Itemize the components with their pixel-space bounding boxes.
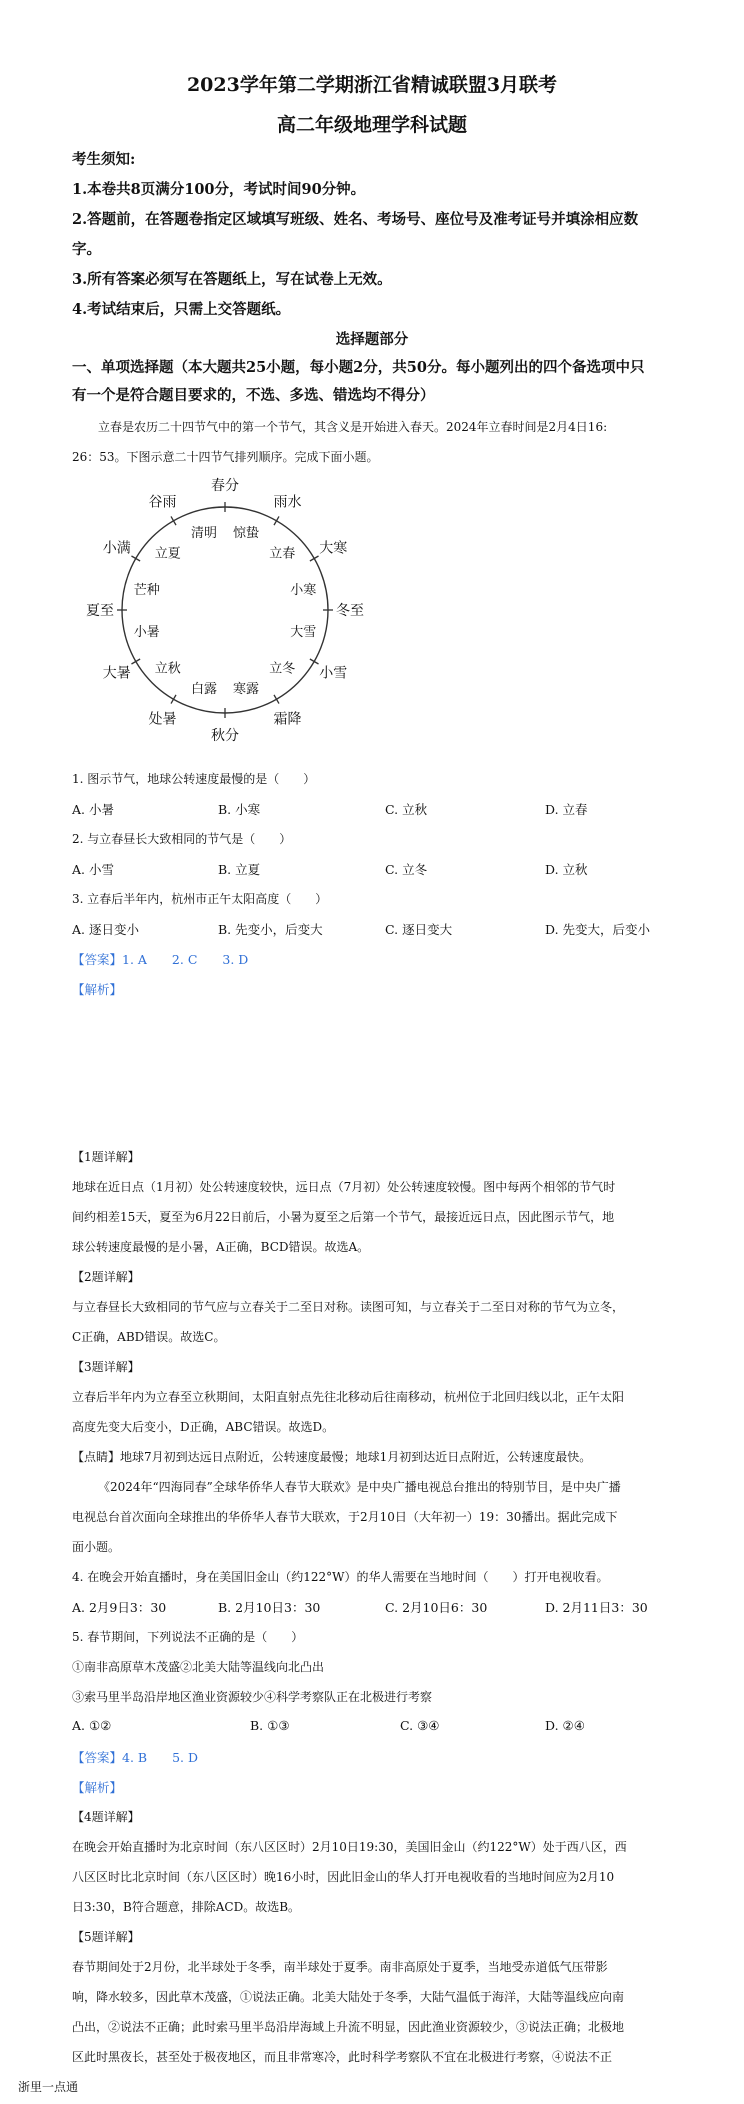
detail-q3-line1: 立春后半年内为立春至立秋期间，太阳直射点先往北移动后往南移动，杭州位于北回归线以北，正午太阳: [72, 1390, 625, 1404]
q2-option-a: A. 小雪: [72, 862, 114, 877]
q5-option-b: B. ①③: [250, 1718, 290, 1733]
q5-option-c: C. ③④: [400, 1718, 440, 1733]
q5-statements-1: ①南非高原草木茂盛②北美大陆等温线向北凸出: [72, 1660, 325, 1674]
part1-heading-line2: 有一个是符合题目要求的，不选、多选、错选均不得分）: [72, 387, 435, 404]
q1-stem: 1. 图示节气，地球公转速度最慢的是（ ）: [72, 772, 316, 786]
inner-term-label: 小寒: [290, 583, 317, 599]
q5-option-a: A. ①②: [72, 1718, 112, 1733]
analysis-label-2: 【解析】: [72, 1780, 123, 1795]
term-tick: [310, 556, 319, 561]
detail-q5-line3: 凸出，②说法不正确；此时索马里半岛沿岸海域上升流不明显，因此渔业资源较少，③说法正确；北极地: [72, 2020, 625, 2034]
q3-option-b: B. 先变小，后变大: [218, 922, 323, 937]
outer-term-label: 冬至: [336, 603, 364, 619]
term-tick: [274, 695, 279, 704]
outer-term-label: 大寒: [319, 540, 348, 557]
outer-term-label: 雨水: [273, 494, 302, 511]
q2-option-d: D. 立秋: [545, 862, 588, 877]
q5-stem: 5. 春节期间，下列说法不正确的是（ ）: [72, 1630, 304, 1644]
q2-stem: 2. 与立春昼长大致相同的节气是（ ）: [72, 832, 292, 846]
outer-term-label: 秋分: [211, 728, 239, 744]
outer-term-label: 夏至: [86, 603, 114, 619]
intro2-line1: 《2024年“四海同春”全球华侨华人春节大联欢》是中央广播电视总台推出的特别节目，是中央广播: [98, 1480, 621, 1494]
term-tick: [131, 659, 140, 664]
inner-term-label: 小暑: [133, 624, 160, 640]
detail-q5-line1: 春节期间处于2月份，北半球处于冬季，南半球处于夏季。南非高原处于夏季，当地受赤道低气压带影: [72, 1960, 608, 1974]
outer-term-label: 小雪: [319, 665, 348, 682]
q2-option-b: B. 立夏: [218, 862, 261, 877]
detail-q1-line1: 地球在近日点（1月初）处公转速度较快，远日点（7月初）处公转速度较慢。图中每两个相邻的节气时: [72, 1180, 616, 1194]
notice-item-2-cont: 字。: [72, 241, 101, 258]
q1-option-d: D. 立春: [545, 802, 588, 817]
analysis-label-1: 【解析】: [72, 982, 123, 997]
notice-item-3: 3.所有答案必须写在答题纸上，写在试卷上无效。: [72, 271, 392, 288]
q1-option-b: B. 小寒: [218, 802, 261, 817]
notice-item-4: 4.考试结束后，只需上交答题纸。: [72, 301, 291, 318]
detail-q1-title: 【1题详解】: [72, 1150, 140, 1164]
detail-q2-title: 【2题详解】: [72, 1270, 140, 1284]
inner-term-label: 芒种: [133, 583, 160, 599]
term-tick: [171, 516, 176, 525]
inner-term-label: 立秋: [154, 661, 181, 677]
q4-stem: 4. 在晚会开始直播时，身在美国旧金山（约122°W）的华人需要在当地时间（ ）打开电视收看。: [72, 1570, 609, 1584]
detail-q4-line1: 在晚会开始直播时为北京时间（东八区区时）2月10日19:30，美国旧金山（约122°W）处于西八区，西: [72, 1840, 627, 1854]
term-tick: [274, 516, 279, 525]
inner-term-label: 立冬: [269, 661, 296, 677]
section-title: 选择题部分: [335, 331, 409, 348]
inner-term-label: 大雪: [290, 624, 317, 640]
q5-statements-2: ③索马里半岛沿岸地区渔业资源较少④科学考察队正在北极进行考察: [72, 1690, 433, 1704]
outer-term-label: 小满: [102, 540, 131, 557]
q3-stem: 3. 立春后半年内，杭州市正午太阳高度（ ）: [72, 892, 328, 906]
inner-term-label: 寒露: [232, 682, 259, 698]
inner-term-label: 惊蛰: [232, 525, 259, 541]
q5-option-d: D. ②④: [545, 1718, 585, 1733]
detail-q3-title: 【3题详解】: [72, 1360, 140, 1374]
detail-q4-line3: 日3:30，B符合题意，排除ACD。故选B。: [72, 1900, 301, 1914]
detail-q5-line2: 响，降水较多，因此草木茂盛，①说法正确。北美大陆处于冬季，大陆气温低于海洋，大陆等温线应向南: [72, 1990, 625, 2004]
outer-term-label: 春分: [211, 478, 239, 494]
inner-term-labels: [134, 525, 316, 697]
solar-terms-diagram: [65, 465, 395, 765]
exam-title: 2023学年第二学期浙江省精诚联盟3月联考: [186, 74, 558, 96]
term-tick: [171, 695, 176, 704]
part1-heading-line1: 一、单项选择题（本大题共25小题，每小题2分，共50分。每小题列出的四个备选项中只: [72, 359, 645, 376]
outer-term-label: 大暑: [102, 665, 131, 682]
q4-option-d: D. 2月11日3：30: [545, 1600, 648, 1615]
q1-option-c: C. 立秋: [385, 802, 428, 817]
notice-heading: 考生须知:: [72, 151, 136, 168]
outer-term-labels: [86, 478, 364, 744]
detail-q5-line4: 区此时黑夜长，甚至处于极夜地区，而且非常寒冷，此时科学考察队不宜在北极进行考察，④说法不正: [72, 2050, 613, 2064]
outer-term-label: 处暑: [148, 711, 177, 728]
detail-q3-line2: 高度先变大后变小，D正确，ABC错误。故选D。: [72, 1420, 335, 1434]
term-tick: [131, 556, 140, 561]
detail-q4-line2: 八区区时比北京时间（东八区区时）晚16小时，因此旧金山的华人打开电视收看的当地时间应为2月10: [72, 1870, 615, 1884]
inner-term-label: 清明: [191, 525, 218, 541]
q2-option-c: C. 立冬: [385, 862, 428, 877]
intro1-line2: 26：53。下图示意二十四节气排列顺序。完成下面小题。: [72, 450, 379, 464]
detail-q2-line1: 与立春昼长大致相同的节气应与立春关于二至日对称。读图可知，与立春关于二至日对称的节气为立冬，: [72, 1300, 625, 1314]
q1-option-a: A. 小暑: [72, 802, 114, 817]
q3-option-d: D. 先变大，后变小: [545, 922, 651, 937]
notice-item-2: 2.答题前，在答题卷指定区域填写班级、姓名、考场号、座位号及准考证号并填涂相应数: [72, 211, 639, 228]
inner-term-label: 白露: [191, 682, 218, 698]
detail-q1-line2: 间约相差15天，夏至为6月22日前后，小暑为夏至之后第一个节气，最接近远日点，因此图示节气，地: [72, 1210, 615, 1224]
q4-option-a: A. 2月9日3：30: [72, 1600, 167, 1615]
intro1-line1: 立春是农历二十四节气中的第一个节气，其含义是开始进入春天。2024年立春时间是2月4日16:: [98, 420, 608, 434]
outer-term-label: 谷雨: [148, 494, 177, 511]
term-tick: [310, 659, 319, 664]
notice-item-1: 1.本卷共8页满分100分，考试时间90分钟。: [72, 181, 366, 198]
inner-term-label: 立夏: [154, 546, 181, 562]
detail-q4-title: 【4题详解】: [72, 1810, 140, 1824]
terms-circle: [122, 507, 328, 713]
detail-q1-line3: 球公转速度最慢的是小暑，A正确，BCD错误。故选A。: [72, 1240, 370, 1254]
outer-term-label: 霜降: [273, 711, 302, 728]
terms-ticks: [117, 502, 333, 718]
detail-q5-title: 【5题详解】: [72, 1930, 140, 1944]
q4-option-b: B. 2月10日3：30: [218, 1600, 321, 1615]
answer-1-3: 【答案】1. A 2. C 3. D: [72, 952, 249, 967]
q3-option-c: C. 逐日变大: [385, 922, 453, 937]
q4-option-c: C. 2月10日6：30: [385, 1600, 488, 1615]
key-point-note: 【点睛】地球7月初到达远日点附近，公转速度最慢；地球1月初到达近日点附近，公转速度最快。: [72, 1450, 592, 1464]
footer-watermark: 浙里一点通: [18, 2080, 79, 2094]
exam-subtitle: 高二年级地理学科试题: [276, 114, 467, 136]
q3-option-a: A. 逐日变小: [72, 922, 139, 937]
intro2-line2: 电视总台首次面向全球推出的华侨华人春节大联欢，于2月10日（大年初一）19：30播出。据此完成下: [72, 1510, 618, 1524]
inner-term-label: 立春: [269, 546, 296, 562]
detail-q2-line2: C正确，ABD错误。故选C。: [72, 1330, 226, 1344]
intro2-line3: 面小题。: [72, 1540, 121, 1554]
answer-4-5: 【答案】4. B 5. D: [72, 1750, 199, 1765]
